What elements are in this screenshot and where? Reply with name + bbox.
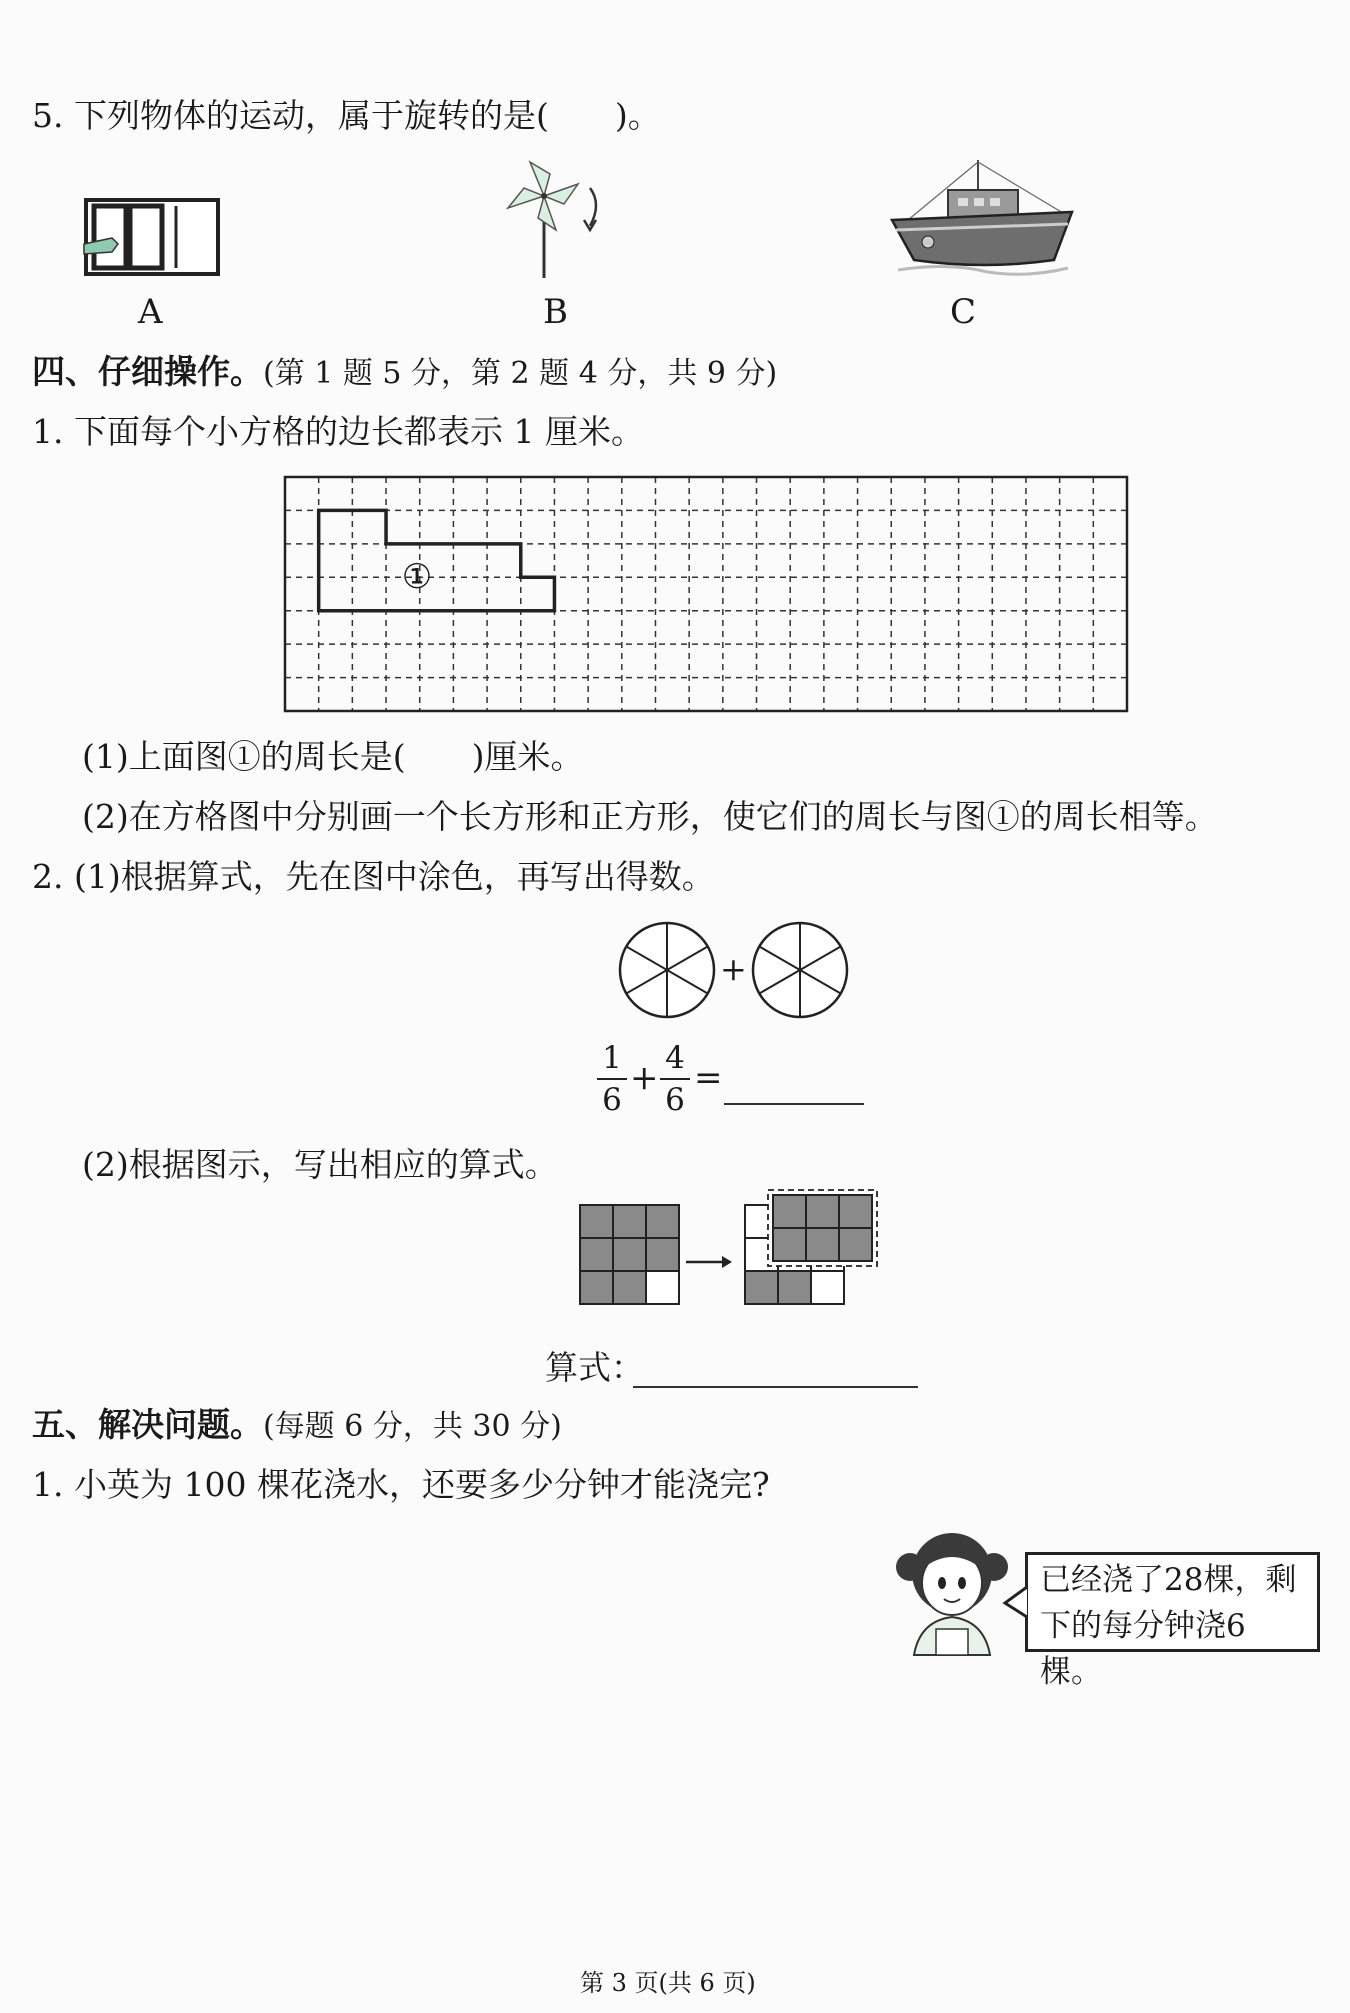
page-footer: 第 3 页(共 6 页) (580, 1969, 756, 1997)
figure-1-shape (319, 510, 555, 610)
square-cell (580, 1205, 613, 1238)
option-a-label: A (138, 292, 163, 332)
question-5-text: 5. 下列物体的运动，属于旋转的是( )。 (32, 96, 661, 135)
square-cell (613, 1205, 646, 1238)
pinwheel-image (500, 160, 610, 280)
speech-bubble-line-1: 已经浇了28棵，剩 (1040, 1562, 1297, 1598)
option-c-label: C (950, 292, 977, 332)
formula-blank-line[interactable] (633, 1386, 918, 1388)
circle-six-parts-right (750, 920, 850, 1020)
fraction-1-numerator: 1 (602, 1040, 622, 1076)
square-cell (811, 1271, 844, 1304)
fraction-bar (597, 1078, 627, 1080)
arrow-head (722, 1256, 732, 1268)
shaded-squares-diagram (580, 1205, 880, 1325)
speech-bubble-tail (1003, 1585, 1029, 1619)
answer-blank-line[interactable] (724, 1103, 864, 1105)
section-5-score: (每题 6 分，共 30 分) (263, 1409, 562, 1444)
fraction-1-denominator: 6 (602, 1082, 622, 1118)
fraction-bar (660, 1078, 690, 1080)
fraction-4-6 (660, 1040, 690, 1118)
section-5-q1-text: 1. 小英为 100 棵花浇水，还要多少分钟才能浇完? (32, 1465, 770, 1504)
plus-sign: + (720, 950, 747, 988)
square-cell (580, 1238, 613, 1271)
square-cell (745, 1271, 778, 1304)
plus-sign-equation: + (630, 1058, 659, 1098)
section-4-q1-intro: 1. 下面每个小方格的边长都表示 1 厘米。 (32, 412, 644, 451)
section-4-score: (第 1 题 5 分，第 2 题 4 分，共 9 分) (263, 356, 778, 391)
fraction-2-denominator: 6 (665, 1082, 685, 1118)
section-4-heading (32, 352, 777, 394)
square-cell (773, 1228, 806, 1261)
circle-six-parts-left (617, 920, 717, 1020)
formula-label: 算式： (545, 1348, 644, 1387)
equals-sign: = (694, 1058, 723, 1098)
section-5-heading (32, 1405, 562, 1447)
girl-illustration (892, 1525, 1012, 1655)
fraction-2-numerator: 4 (665, 1040, 685, 1076)
square-cell (778, 1271, 811, 1304)
square-cell (646, 1238, 679, 1271)
option-b-label: B (543, 292, 568, 332)
speech-bubble (1025, 1552, 1320, 1690)
section-4-q2-sub1: 2. (1)根据算式，先在图中涂色，再写出得数。 (32, 857, 715, 896)
square-cell (806, 1195, 839, 1228)
square-cell (839, 1228, 872, 1261)
section-4-title: 四、仔细操作。 (32, 352, 263, 391)
square-cell (806, 1228, 839, 1261)
square-cell (646, 1271, 679, 1304)
figure-1-label: ① (401, 557, 433, 597)
section-4-q1-sub2: (2)在方格图中分别画一个长方形和正方形，使它们的周长与图①的周长相等。 (82, 797, 1218, 836)
boat-image (888, 158, 1078, 278)
square-cell (773, 1195, 806, 1228)
square-cell (613, 1271, 646, 1304)
square-cell (613, 1238, 646, 1271)
square-cell (580, 1271, 613, 1304)
section-4-q2-sub2: (2)根据图示，写出相应的算式。 (82, 1145, 558, 1184)
square-cell (646, 1205, 679, 1238)
sliding-window-image (84, 198, 220, 278)
section-5-title: 五、解决问题。 (32, 1405, 263, 1444)
square-cell (839, 1195, 872, 1228)
fraction-1-6 (597, 1040, 627, 1118)
section-4-q1-sub1: (1)上面图①的周长是( )厘米。 (82, 737, 584, 776)
speech-bubble-line-2: 下的每分钟浇6棵。 (1040, 1608, 1246, 1690)
